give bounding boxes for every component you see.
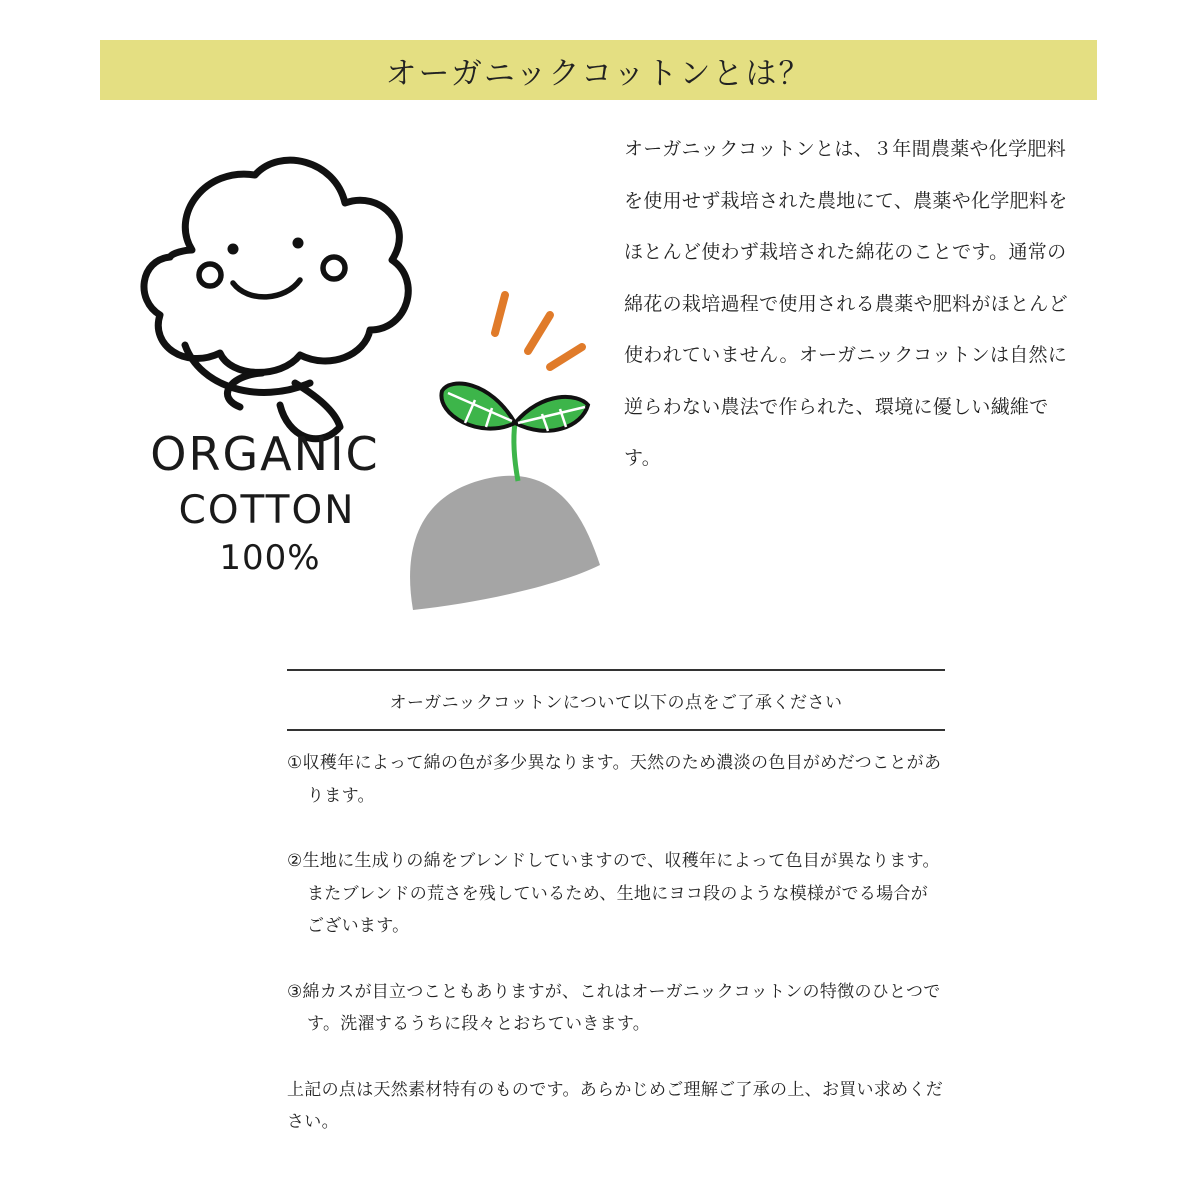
organic-cotton-illustration (130, 155, 600, 620)
gray-cotton-beanie (410, 476, 600, 610)
logo-line-100: 100% (219, 538, 321, 578)
page-title: オーガニックコットンとは？ (385, 55, 812, 92)
smiling-cotton-ball-icon (144, 160, 408, 439)
mascot-face (228, 238, 304, 255)
notice-item-1: ①収穫年によって綿の色が多少異なります。天然のため濃淡の色目がめだつことがあります。 (287, 753, 942, 806)
notice-section (287, 669, 945, 1139)
notice-footer: 上記の点は天然素材特有のものです。あらかじめご理解ご了承の上、お買い求めください。 (287, 1079, 944, 1132)
smile (233, 280, 300, 297)
title-bar (100, 40, 1097, 100)
notice-item-3: ③綿カスが目立つこともありますが、これはオーガニックコットンの特徴のひとつです。洗濯するうちに段々とおちていきます。 (287, 981, 941, 1034)
notice-heading: オーガニックコットンについて以下の点をご了承ください (287, 669, 945, 731)
cheek-right (323, 257, 345, 279)
logo-line-organic: ORGANIC (150, 427, 380, 481)
intro-paragraph: オーガニックコットンとは、３年間農薬や化学肥料を使用せず栽培された農地にて、農薬や化学肥料をほとんど使わず栽培された綿花のことです。通常の綿花の栽培過程で使用される農薬や肥料がほとんど使われていません。オーガニックコットンは自然に逆らわない農法で作られた、環境に優しい繊維です。 (624, 138, 1068, 469)
green-sprout-icon (441, 384, 588, 481)
notice-item-2: ②生地に生成りの綿をブレンドしていますので、収穫年によって色目が異なります。またブレンドの荒さを残しているため、生地にヨコ段のような模様がでる場合がございます。 (287, 851, 940, 936)
accent-lines-icon (495, 295, 582, 367)
notice-list (287, 747, 945, 1041)
cheek-left (199, 264, 221, 286)
logo-line-cotton: COTTON (178, 488, 356, 533)
